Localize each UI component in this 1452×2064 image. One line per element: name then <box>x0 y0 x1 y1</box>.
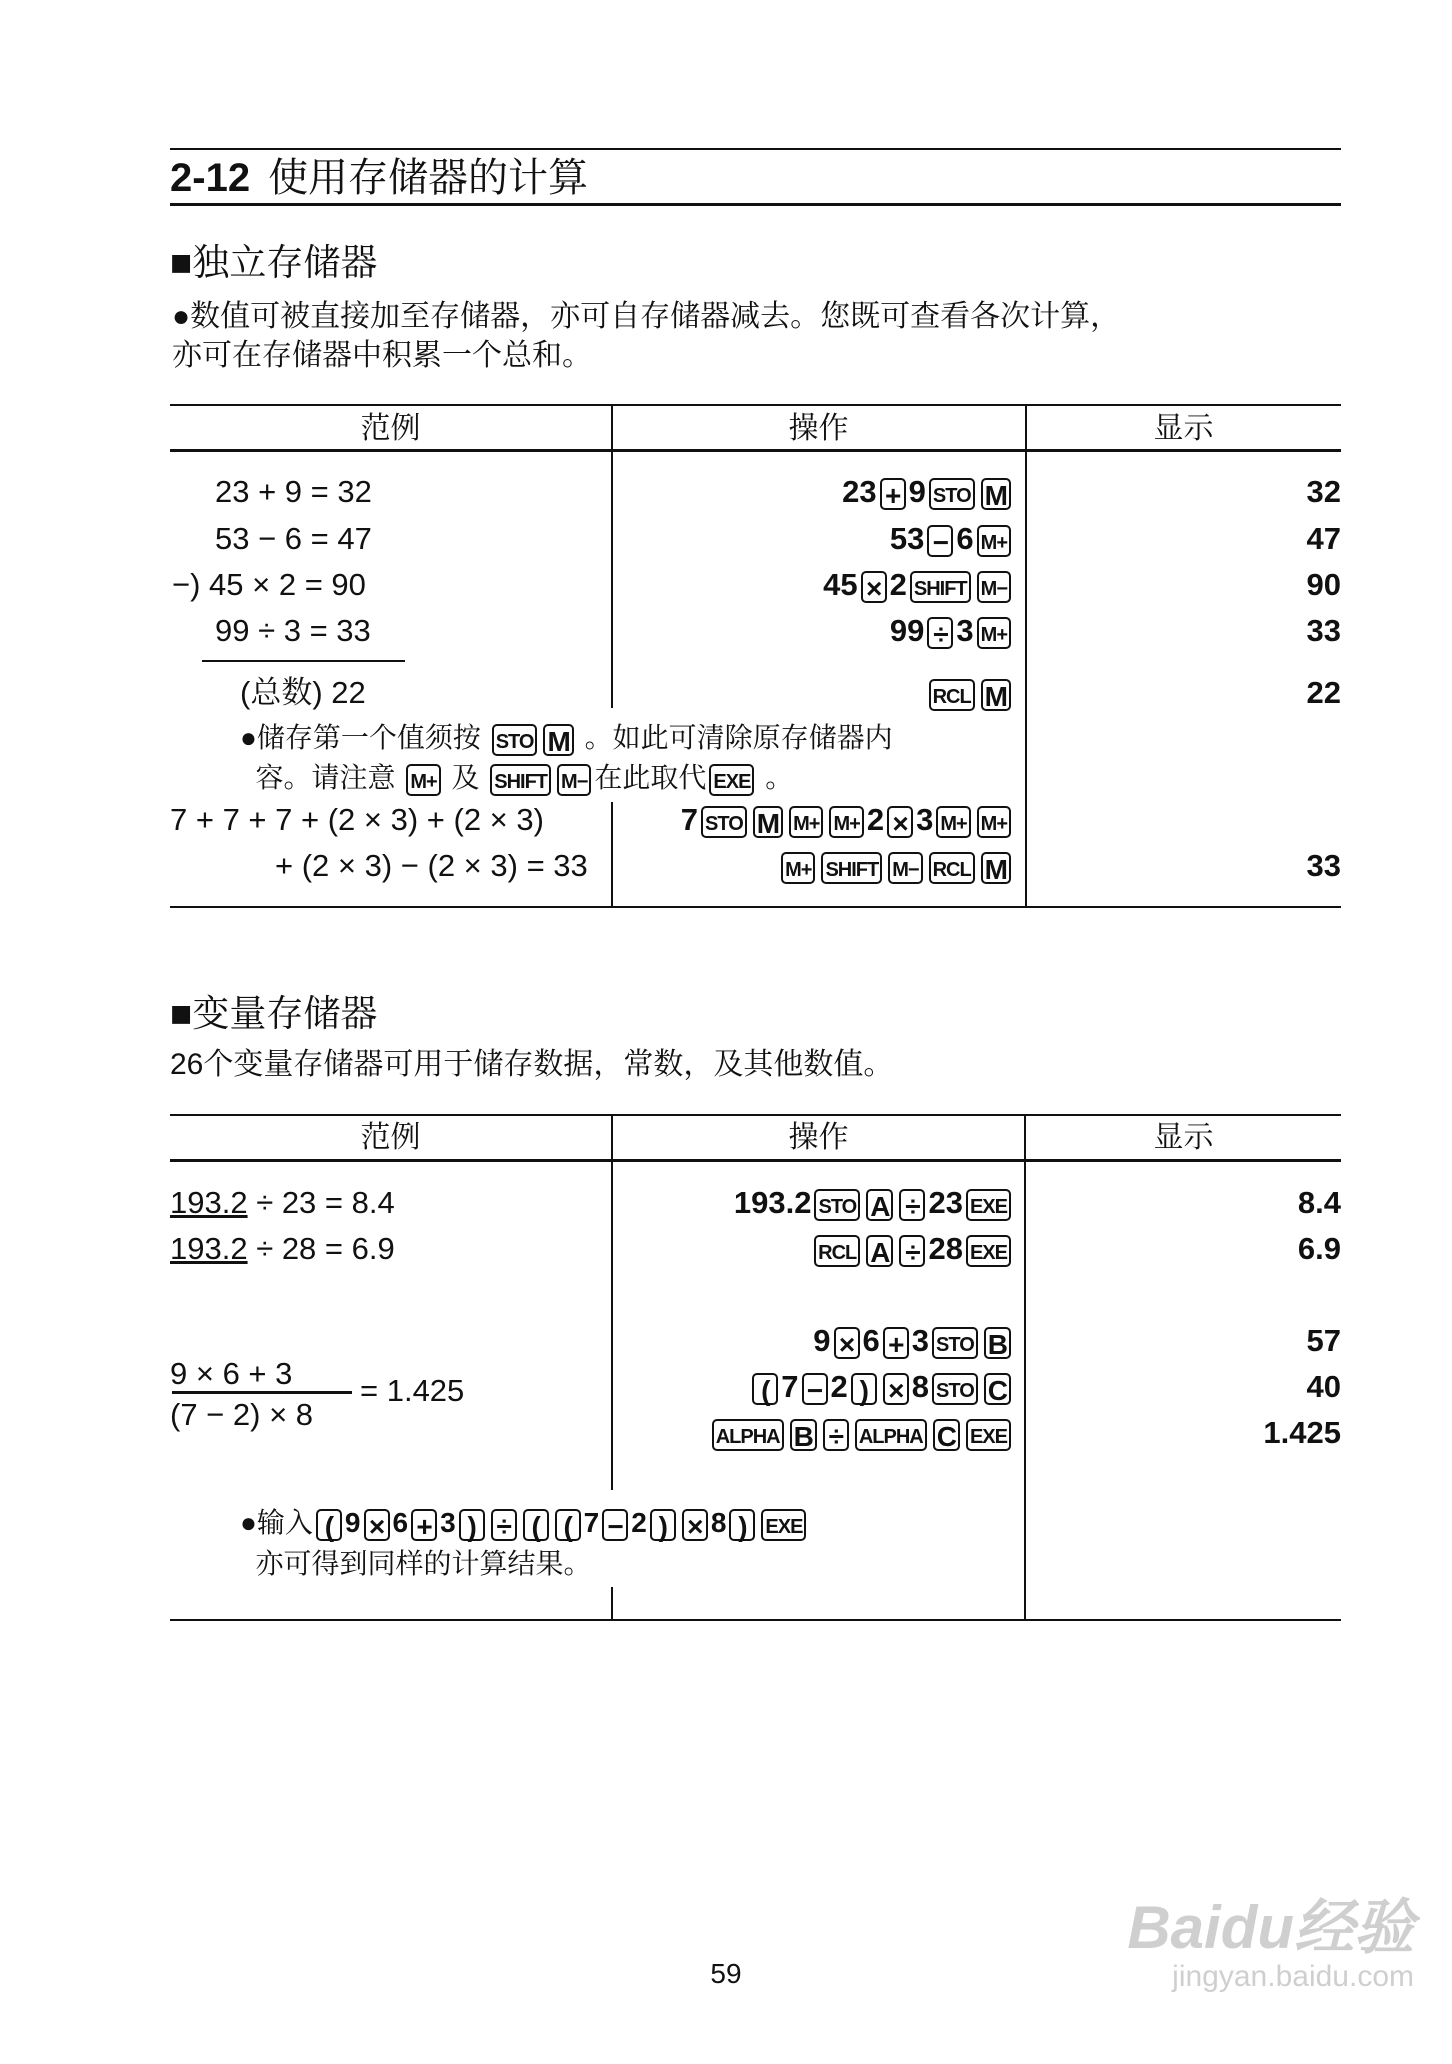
number-entry: 8 <box>911 1369 929 1404</box>
note-text: 及 <box>443 762 488 793</box>
key-plus-icon: + <box>411 1509 437 1541</box>
table2-header-example: 范例 <box>360 1121 421 1154</box>
key-shift-icon: SHIFT <box>490 764 551 796</box>
table2-divider-1b <box>611 1587 613 1620</box>
number-entry: 9 <box>908 474 926 509</box>
operation-keys <box>823 565 1014 605</box>
key-sto-icon: STO <box>929 478 975 510</box>
operation-keys <box>890 519 1014 559</box>
note-line <box>240 1503 809 1543</box>
number-entry: 23 <box>928 1185 963 1220</box>
number-entry: 2 <box>830 1369 848 1404</box>
key-alpha-icon: ALPHA <box>712 1419 784 1451</box>
key-minus-icon: − <box>927 525 953 557</box>
number-entry: 6 <box>392 1507 409 1538</box>
key-m-minus-icon: M− <box>977 571 1011 603</box>
key-alpha-icon: ALPHA <box>855 1419 927 1451</box>
independent-desc-line2: 亦可在存储器中积累一个总和。 <box>172 339 592 372</box>
operation-keys <box>813 1321 1014 1361</box>
display-value: 57 <box>1306 1323 1341 1358</box>
key-m-plus-icon: M+ <box>936 806 970 838</box>
fraction-bar <box>172 1391 352 1394</box>
example-expression <box>170 1229 395 1269</box>
key-close-paren-icon: ) <box>729 1509 755 1541</box>
example-expression: 99 ÷ 3 = 33 <box>215 613 371 648</box>
key-close-paren-icon: ) <box>459 1509 485 1541</box>
example-expression <box>170 1183 395 1223</box>
number-entry: 3 <box>440 1507 456 1538</box>
table1-divider-1a <box>611 405 613 708</box>
number-entry: 2 <box>866 802 885 837</box>
operation-keys <box>926 673 1014 713</box>
table2-divider-1a <box>611 1115 613 1490</box>
key-exe-icon: EXE <box>761 1509 806 1541</box>
number-entry: 3 <box>916 802 934 837</box>
key-plus-icon: + <box>883 1327 909 1359</box>
note-line <box>240 758 793 798</box>
key-m-icon: M <box>981 679 1011 711</box>
note-text: 。 <box>757 762 794 793</box>
key-m-icon: M <box>981 852 1011 884</box>
expression-rest: ÷ 28 = 6.9 <box>247 1231 395 1266</box>
key-a-icon: A <box>866 1235 893 1267</box>
number-entry: 99 <box>889 613 925 648</box>
note-line <box>240 1544 592 1584</box>
number-entry: 2 <box>631 1507 647 1538</box>
fraction-denominator: (7 − 2) × 8 <box>170 1397 314 1432</box>
note-text: 亦可得到同样的计算结果。 <box>240 1548 592 1579</box>
baidu-watermark-logo: Baidu经验 <box>1127 1894 1414 1961</box>
variable-memory-heading: ■变量存储器 <box>170 993 378 1034</box>
number-entry: 28 <box>928 1231 963 1266</box>
independent-desc-line1: ●数值可被直接加至存储器，亦可自存储器减去。您既可查看各次计算， <box>172 300 1121 333</box>
key-multiply-icon: × <box>887 806 913 838</box>
table1-header-operation: 操作 <box>788 412 849 445</box>
table1-header-display: 显示 <box>1153 412 1214 445</box>
number-entry: 2 <box>889 567 907 602</box>
independent-memory-heading: ■独立存储器 <box>170 242 378 283</box>
display-value: 33 <box>1306 613 1341 648</box>
long-example-line2: + (2 × 3) − (2 × 3) = 33 <box>275 848 588 883</box>
key-sto-icon: STO <box>814 1189 860 1221</box>
fraction-numerator: 9 × 6 + 3 <box>170 1356 293 1391</box>
key-multiply-icon: × <box>883 1373 909 1405</box>
key-m-plus-icon: M+ <box>789 806 823 838</box>
operation-keys <box>842 472 1014 512</box>
table2-bottom-rule <box>170 1619 1341 1621</box>
key-sto-icon: STO <box>932 1373 978 1405</box>
number-entry: 3 <box>956 613 974 648</box>
display-value: 33 <box>1306 848 1341 883</box>
table2-divider-2 <box>1024 1115 1026 1620</box>
operation-keys <box>734 1183 1014 1223</box>
key-c-icon: C <box>984 1373 1011 1405</box>
key-divide-icon: ÷ <box>927 617 953 649</box>
top-rule <box>170 148 1341 150</box>
key-exe-icon: EXE <box>966 1189 1011 1221</box>
number-entry: 193.2 <box>733 1185 812 1220</box>
key-open-paren-icon: ( <box>555 1509 581 1541</box>
sum-underline <box>202 660 405 662</box>
table1-header-example: 范例 <box>360 412 421 445</box>
key-exe-icon: EXE <box>966 1235 1011 1267</box>
key-exe-icon: EXE <box>966 1419 1011 1451</box>
key-m-plus-icon: M+ <box>977 617 1011 649</box>
key-divide-icon: ÷ <box>491 1509 517 1541</box>
stored-value: 193.2 <box>170 1185 248 1220</box>
operation-keys <box>890 611 1014 651</box>
key-multiply-icon: × <box>861 571 887 603</box>
number-entry: 7 <box>781 1369 799 1404</box>
key-m-plus-icon: M+ <box>781 852 815 884</box>
display-value: 40 <box>1306 1369 1341 1404</box>
key-multiply-icon: × <box>834 1327 860 1359</box>
key-exe-icon: EXE <box>709 764 754 796</box>
example-expression: (总数) 22 <box>240 675 366 710</box>
number-entry: 7 <box>680 802 699 837</box>
key-b-icon: B <box>984 1327 1011 1359</box>
key-minus-icon: − <box>602 1509 628 1541</box>
display-value: 1.425 <box>1263 1415 1341 1450</box>
key-m-minus-icon: M− <box>557 764 591 796</box>
key-sto-icon: STO <box>492 724 538 756</box>
key-open-paren-icon: ( <box>523 1509 549 1541</box>
number-entry: 6 <box>956 521 974 556</box>
key-multiply-icon: × <box>364 1509 390 1541</box>
table1-header-rule <box>170 449 1341 452</box>
key-c-icon: C <box>933 1419 960 1451</box>
note-text: ●输入 <box>240 1507 313 1538</box>
number-entry: 9 <box>813 1323 831 1358</box>
number-entry: 6 <box>862 1323 880 1358</box>
key-b-icon: B <box>790 1419 817 1451</box>
key-open-paren-icon: ( <box>316 1509 342 1541</box>
example-expression: −) 45 × 2 = 90 <box>172 567 366 602</box>
key-close-paren-icon: ) <box>650 1509 676 1541</box>
variable-desc: 26个变量存储器可用于储存数据，常数，及其他数值。 <box>170 1048 894 1081</box>
table2-header-rule <box>170 1159 1341 1162</box>
key-divide-icon: ÷ <box>899 1189 925 1221</box>
key-rcl-icon: RCL <box>929 679 975 711</box>
key-shift-icon: SHIFT <box>821 852 882 884</box>
key-m-minus-icon: M− <box>888 852 922 884</box>
example-expression: 23 + 9 = 32 <box>215 474 372 509</box>
table1-divider-2 <box>1025 405 1027 907</box>
key-divide-icon: ÷ <box>899 1235 925 1267</box>
table1-bottom-rule <box>170 906 1341 908</box>
long-example-line1: 7 + 7 + 7 + (2 × 3) + (2 × 3) <box>170 802 544 837</box>
key-sto-icon: STO <box>701 806 747 838</box>
key-m-icon: M <box>543 724 573 756</box>
note-text: 。如此可清除原存储器内 <box>576 722 893 753</box>
title-rule <box>170 203 1341 206</box>
operation-keys <box>778 846 1014 886</box>
note-line <box>240 718 893 758</box>
expression-rest: ÷ 23 = 8.4 <box>247 1185 395 1220</box>
note-text: ●储存第一个值须按 <box>240 722 489 753</box>
page-number: 59 <box>710 1958 742 1989</box>
key-m-plus-icon: M+ <box>977 525 1011 557</box>
number-entry: 9 <box>344 1507 361 1538</box>
operation-keys <box>749 1367 1014 1407</box>
key-multiply-icon: × <box>682 1509 708 1541</box>
table1-top-rule <box>170 404 1341 406</box>
display-value: 32 <box>1306 474 1341 509</box>
number-entry: 45 <box>823 567 858 602</box>
baidu-watermark-url: jingyan.baidu.com <box>1172 1960 1414 1993</box>
number-entry: 53 <box>889 521 925 556</box>
number-entry: 23 <box>842 474 877 509</box>
key-sto-icon: STO <box>932 1327 978 1359</box>
key-shift-icon: SHIFT <box>910 571 971 603</box>
display-value: 8.4 <box>1297 1185 1341 1220</box>
display-value: 47 <box>1306 521 1341 556</box>
key-m-icon: M <box>753 806 783 838</box>
number-entry: 3 <box>911 1323 929 1358</box>
table2-header-operation: 操作 <box>788 1121 849 1154</box>
key-plus-icon: + <box>880 478 906 510</box>
key-open-paren-icon: ( <box>752 1373 778 1405</box>
table2-top-rule <box>170 1114 1341 1116</box>
operation-keys <box>681 800 1014 840</box>
key-m-plus-icon: M+ <box>977 806 1011 838</box>
display-value: 6.9 <box>1297 1231 1341 1266</box>
key-rcl-icon: RCL <box>929 852 975 884</box>
fraction-result: = 1.425 <box>360 1373 465 1408</box>
number-entry: 7 <box>583 1507 600 1538</box>
example-expression: 53 − 6 = 47 <box>215 521 372 556</box>
key-m-plus-icon: M+ <box>829 806 863 838</box>
section-title <box>170 152 588 204</box>
display-value: 22 <box>1306 675 1341 710</box>
section-title-text: 使用存储器的计算 <box>268 156 589 200</box>
key-close-paren-icon: ) <box>851 1373 877 1405</box>
section-number: 2-12 <box>170 156 251 200</box>
key-rcl-icon: RCL <box>814 1235 860 1267</box>
number-entry: 8 <box>710 1507 727 1538</box>
table1-divider-1b <box>611 802 613 907</box>
operation-keys <box>811 1229 1014 1269</box>
note-text: 容。请注意 <box>240 762 404 793</box>
key-m-icon: M <box>981 478 1011 510</box>
display-value: 90 <box>1306 567 1341 602</box>
note-text: 在此取代 <box>594 762 707 793</box>
key-divide-icon: ÷ <box>823 1419 849 1451</box>
key-m-plus-icon: M+ <box>406 764 440 796</box>
operation-keys <box>709 1413 1014 1453</box>
stored-value: 193.2 <box>170 1231 248 1266</box>
key-a-icon: A <box>866 1189 893 1221</box>
key-minus-icon: − <box>802 1373 828 1405</box>
table2-header-display: 显示 <box>1153 1121 1214 1154</box>
